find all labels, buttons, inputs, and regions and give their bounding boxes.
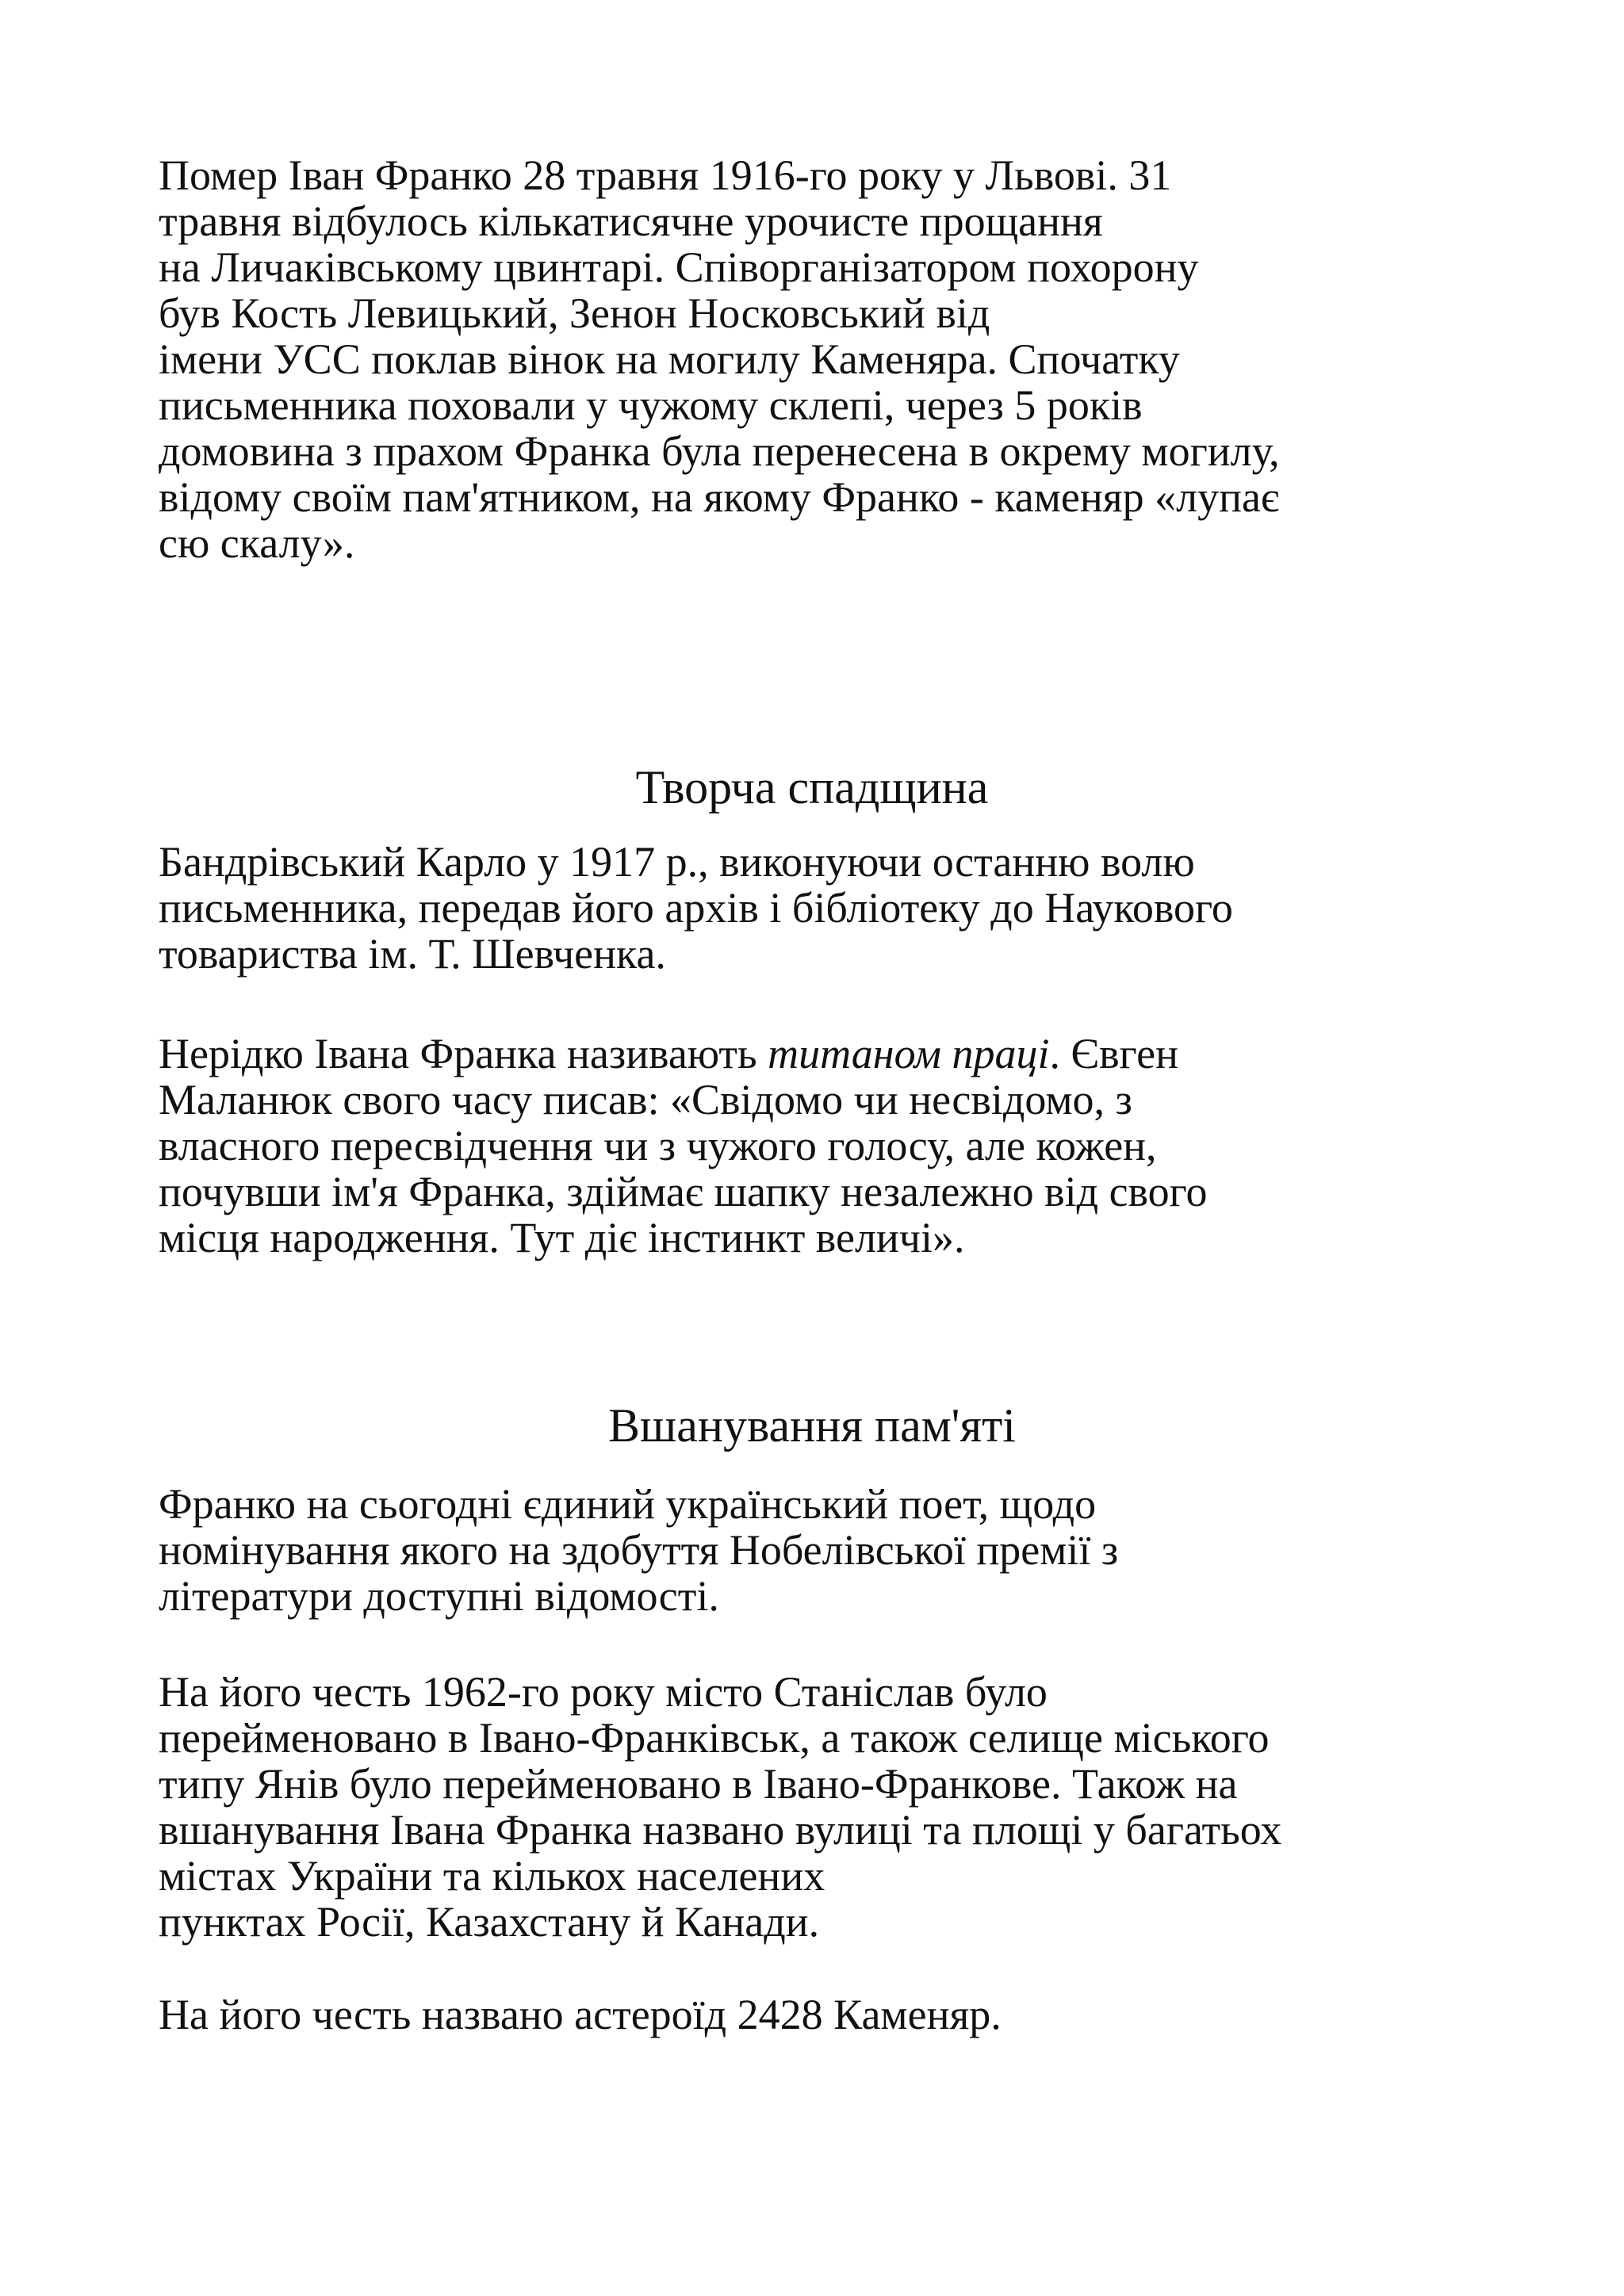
text-line: Бандрівський Карло у 1917 р., виконуючи останню волю bbox=[159, 838, 1195, 886]
text-line: літератури доступні відомості. bbox=[159, 1572, 719, 1620]
text-line: Франко на сьогодні єдиний український поет, щодо bbox=[159, 1480, 1097, 1528]
text-line: був Кость Левицький, Зенон Носковський від bbox=[159, 289, 990, 337]
text-line: товариства ім. Т. Шевченка. bbox=[159, 930, 666, 978]
text-line: почувши ім'я Франка, здіймає шапку незалежно від свого bbox=[159, 1168, 1208, 1215]
text-line: відому своїм пам'ятником, на якому Франко - каменяр «лупає bbox=[159, 473, 1280, 521]
text-line: містах України та кількох населених bbox=[159, 1852, 825, 1900]
text-line: На його честь 1962-го року місто Станіслав було bbox=[159, 1668, 1048, 1716]
text-line: письменника, передав його архів і бібліотеку до Наукового bbox=[159, 884, 1233, 932]
memory-paragraph-2 bbox=[159, 1669, 1507, 1945]
text-line: імени УСС поклав вінок на могилу Каменяра. Спочатку bbox=[159, 335, 1180, 383]
text-line: пунктах Росії, Казахстану й Канади. bbox=[159, 1898, 820, 1946]
text-line: вшанування Івана Франка названо вулиці та площі у багатьох bbox=[159, 1806, 1282, 1854]
text-line: травня відбулось кількатисячне урочисте прощання bbox=[159, 197, 1103, 245]
text-segment: Нерідко Івана Франка називають bbox=[159, 1030, 768, 1077]
creative-heritage-paragraph-1 bbox=[159, 839, 1507, 977]
text-line: на Личаківському цвинтарі. Співорганізатором похорону bbox=[159, 243, 1199, 291]
text-line: типу Янів було перейменовано в Івано-Франкове. Також на bbox=[159, 1760, 1238, 1808]
text-line: Помер Іван Франко 28 травня 1916-го року у Львові. 31 bbox=[159, 151, 1172, 199]
text-line: номінування якого на здобуття Нобелівської премії з bbox=[159, 1526, 1119, 1574]
text-line: сю скалу». bbox=[159, 519, 355, 567]
text-line: Маланюк свого часу писав: «Свідомо чи несвідомо, з bbox=[159, 1076, 1132, 1123]
section-heading-creative-heritage: Творча спадщина bbox=[635, 761, 989, 813]
section-heading-memory: Вшанування пам'яті bbox=[608, 1399, 1016, 1452]
creative-heritage-paragraph-2 bbox=[159, 1031, 1507, 1261]
memory-paragraph-1 bbox=[159, 1481, 1507, 1619]
text-line: місця народження. Тут діє інстинкт величі». bbox=[159, 1214, 965, 1261]
text-line: письменника поховали у чужому склепі, через 5 років bbox=[159, 381, 1143, 429]
text-segment: . Євген bbox=[1049, 1030, 1178, 1077]
text-line: На його честь названо астероїд 2428 Каменяр. bbox=[159, 1991, 1002, 2038]
text-line: власного пересвідчення чи з чужого голосу, але кожен, bbox=[159, 1122, 1157, 1169]
text-line: домовина з прахом Франка була перенесена в окрему могилу, bbox=[159, 427, 1280, 475]
memory-paragraph-3 bbox=[159, 1992, 1507, 2038]
text-line bbox=[159, 1031, 1507, 1077]
intro-paragraph bbox=[159, 152, 1507, 566]
text-line: перейменовано в Івано-Франківськ, а також селище міського bbox=[159, 1714, 1270, 1762]
italic-phrase: титаном праці bbox=[768, 1030, 1050, 1077]
